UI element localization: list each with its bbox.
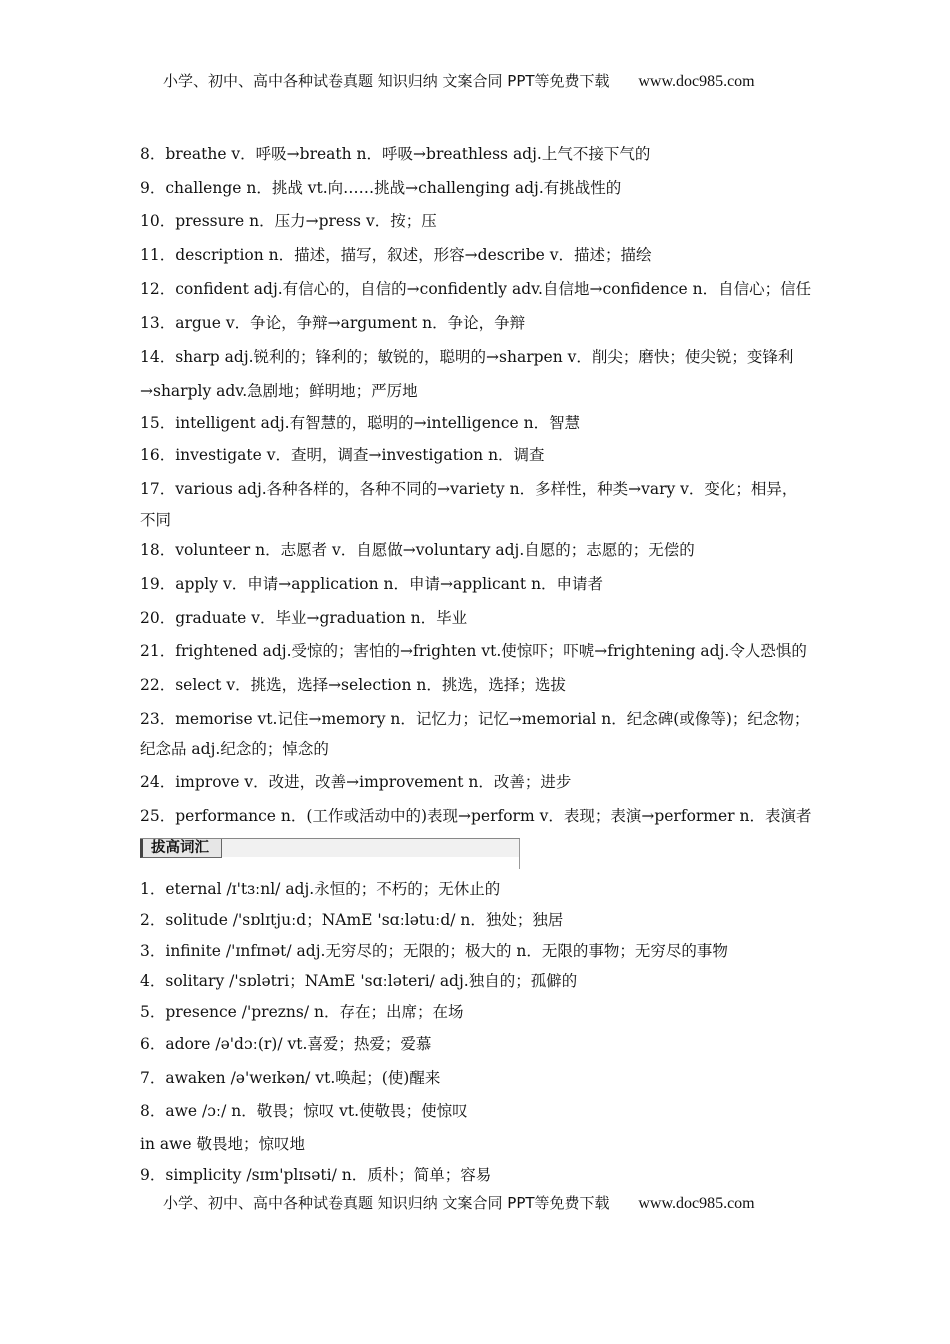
vocab-line: 18．volunteer n．志愿者 v．自愿做→voluntary adj.自愿的；志愿的；无偿的 xyxy=(140,541,695,559)
vocab-line: 11．description n．描述，描写，叙述，形容→describe v．描述；描绘 xyxy=(140,246,652,264)
section-bar-divider xyxy=(519,839,520,869)
vocab-line: 14．sharp adj.锐利的；锋利的；敏锐的，聪明的→sharpen v．削尖；磨快；使尖锐；变锋利 xyxy=(140,348,794,366)
page-header xyxy=(163,70,755,91)
vocab-line: 16．investigate v．查明，调查→investigation n．调查 xyxy=(140,446,545,464)
vocab-line: 9．challenge n．挑战 vt.向……挑战→challenging adj.有挑战性的 xyxy=(140,179,622,197)
vocab-line: 20．graduate v．毕业→graduation n．毕业 xyxy=(140,609,468,627)
advanced-vocab-line: 5．presence /'prezns/ n．存在；出席；在场 xyxy=(140,1003,464,1021)
advanced-vocab-line: 8．awe /ɔː/ n．敬畏；惊叹 vt.使敬畏；使惊叹 xyxy=(140,1102,468,1120)
vocab-line: 17．various adj.各种各样的，各种不同的→variety n．多样性，种类→vary v．变化；相异， xyxy=(140,480,798,498)
vocab-line: 19．apply v．申请→application n．申请→applicant n．申请者 xyxy=(140,575,604,593)
advanced-vocab-line: 2．solitude /'sɒlɪtjuːd；NAmE 'sɑːlətuːd/ n．独处；独居 xyxy=(140,911,564,929)
vocab-line: 25．performance n．(工作或活动中的)表现→perform v．表现；表演→performer n．表演者 xyxy=(140,807,812,825)
vocab-line: 13．argue v．争论，争辩→argument n．争论，争辩 xyxy=(140,314,526,332)
advanced-vocab-line: 4．solitary /'sɒlətri；NAmE 'sɑːləteri/ adj.独自的；孤僻的 xyxy=(140,972,578,990)
vocab-line: 不同 xyxy=(140,511,172,529)
vocab-line: 15．intelligent adj.有智慧的，聪明的→intelligence n．智慧 xyxy=(140,414,581,432)
footer-site-link[interactable]: www.doc985.com xyxy=(638,1195,755,1212)
vocab-line: 纪念品 adj.纪念的；悼念的 xyxy=(140,740,329,758)
advanced-vocab-line: 3．infinite /'ɪnfɪnət/ adj.无穷尽的；无限的；极大的 n．无限的事物；无穷尽的事物 xyxy=(140,942,728,960)
advanced-vocab-line: 7．awaken /ə'weɪkən/ vt.唤起；(使)醒来 xyxy=(140,1069,441,1087)
advanced-vocab-line: 6．adore /ə'dɔː(r)/ vt.喜爱；热爱；爱慕 xyxy=(140,1035,432,1053)
advanced-vocab-line: 1．eternal /ɪ'tɜːnl/ adj.永恒的；不朽的；无休止的 xyxy=(140,880,501,898)
vocab-line: 12．confident adj.有信心的，自信的→confidently adv.自信地→confidence n．自信心；信任 xyxy=(140,280,812,298)
footer-text: 小学、初中、高中各种试卷真题 知识归纳 文案合同 PPT等免费下载 xyxy=(163,1194,610,1212)
vocab-line: 24．improve v．改进，改善→improvement n．改善；进步 xyxy=(140,773,572,791)
section-header-bar xyxy=(140,838,520,857)
vocab-line: 21．frightened adj.受惊的；害怕的→frighten vt.使惊吓；吓唬→frightening adj.令人恐惧的 xyxy=(140,642,807,660)
vocab-line: 10．pressure n．压力→press v．按；压 xyxy=(140,212,437,230)
section-title: 拔高词汇 xyxy=(140,839,222,858)
header-text: 小学、初中、高中各种试卷真题 知识归纳 文案合同 PPT等免费下载 xyxy=(163,72,610,90)
vocab-line: 8．breathe v．呼吸→breath n．呼吸→breathless adj.上气不接下气的 xyxy=(140,145,651,163)
vocab-line: 22．select v．挑选，选择→selection n．挑选，选择；选拔 xyxy=(140,676,566,694)
advanced-vocab-line: in awe 敬畏地；惊叹地 xyxy=(140,1135,305,1153)
vocab-line: →sharply adv.急剧地；鲜明地；严厉地 xyxy=(140,382,418,400)
header-site-link[interactable]: www.doc985.com xyxy=(638,73,755,90)
vocab-line: 23．memorise vt.记住→memory n．记忆力；记忆→memorial n．纪念碑(或像等)；纪念物； xyxy=(140,710,810,728)
page-footer xyxy=(163,1192,755,1213)
advanced-vocab-line: 9．simplicity /sɪm'plɪsəti/ n．质朴；简单；容易 xyxy=(140,1166,492,1184)
